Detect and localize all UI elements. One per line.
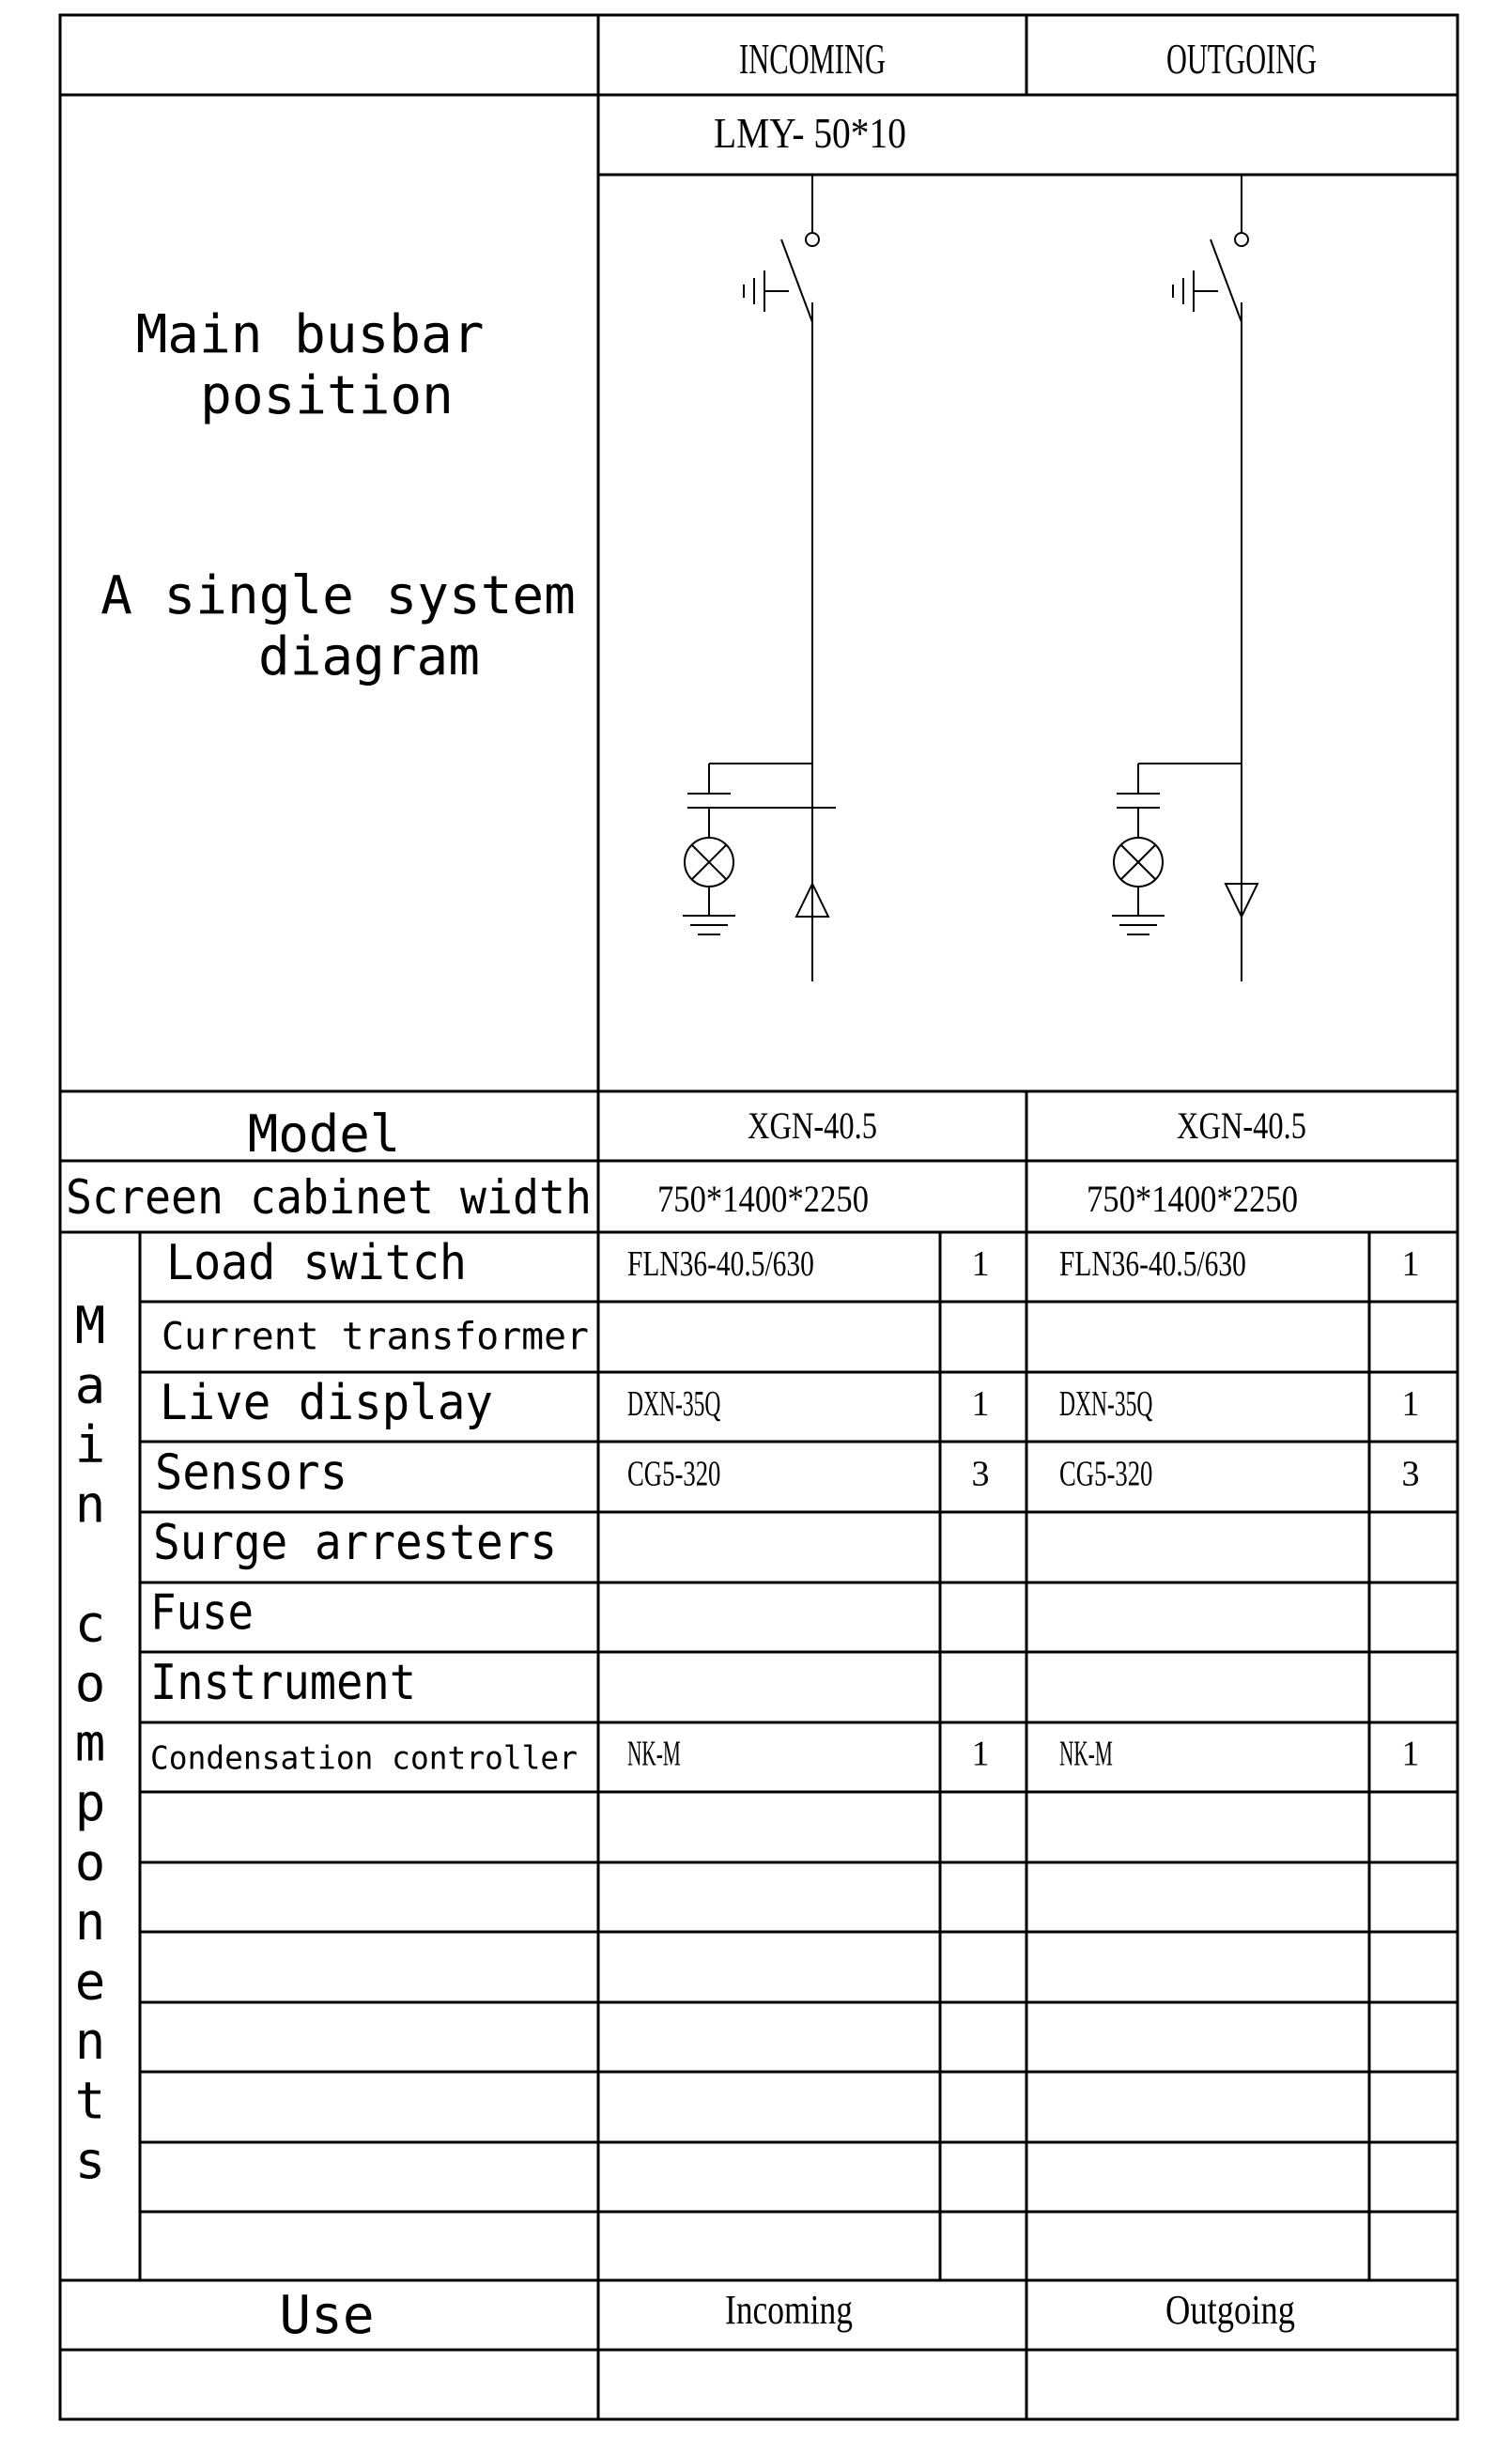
outgoing-circuit-diagram — [1112, 175, 1257, 981]
vertical-label-letter: i — [74, 1415, 106, 1474]
use-incoming: Incoming — [725, 2287, 853, 2333]
header-outgoing: OUTGOING — [1166, 35, 1317, 83]
outgoing-component-qty: 1 — [1401, 1384, 1420, 1425]
incoming-component-model: FLN36-40.5/630 — [627, 1244, 814, 1285]
incoming-circuit-diagram — [683, 175, 836, 981]
terminal-icon — [806, 233, 819, 246]
outgoing-component-model: NK-M — [1059, 1734, 1113, 1774]
cabinet-outgoing: 750*1400*2250 — [1087, 1178, 1298, 1220]
incoming-component-qty: 1 — [971, 1734, 990, 1774]
component-label: Sensors — [155, 1444, 347, 1502]
busbar-title-line2: position — [200, 365, 454, 426]
incoming-component-model: CG5-320 — [627, 1454, 721, 1494]
incoming-component-qty: 3 — [971, 1454, 990, 1494]
model-incoming: XGN-40.5 — [748, 1104, 877, 1147]
diagram-title-line1: A single system — [100, 565, 576, 626]
ground-icon — [683, 887, 735, 934]
capacitor-icon — [1117, 764, 1160, 837]
vertical-label-letter: m — [74, 1713, 106, 1773]
component-label: Condensation controller — [150, 1739, 578, 1778]
use-label: Use — [279, 2285, 375, 2346]
incoming-component-qty: 1 — [971, 1244, 990, 1285]
vertical-label-letter: c — [74, 1594, 106, 1654]
indicator-lamp-icon — [685, 838, 733, 887]
capacitor-icon — [687, 764, 836, 837]
outgoing-component-qty: 1 — [1401, 1734, 1420, 1774]
outgoing-component-model: CG5-320 — [1059, 1454, 1153, 1494]
use-outgoing: Outgoing — [1165, 2287, 1295, 2333]
vertical-label-letter: s — [74, 2131, 106, 2190]
incoming-component-model: NK-M — [627, 1734, 681, 1774]
outgoing-component-qty: 1 — [1401, 1244, 1420, 1285]
busbar-spec: LMY- 50*10 — [714, 109, 906, 157]
component-label: Live display — [160, 1375, 493, 1432]
terminal-icon — [1235, 233, 1248, 246]
busbar-title-line1: Main busbar — [135, 304, 485, 365]
vertical-label-letter: o — [74, 1654, 106, 1713]
vertical-label-letter: o — [74, 1832, 106, 1892]
vertical-label-letter: n — [74, 1892, 106, 1952]
vertical-label-letter: n — [74, 1474, 106, 1535]
incoming-component-qty: 1 — [971, 1384, 990, 1425]
diagram-title-line2: diagram — [257, 626, 481, 687]
header-incoming: INCOMING — [739, 35, 886, 83]
model-label: Model — [247, 1104, 401, 1164]
model-outgoing: XGN-40.5 — [1177, 1104, 1306, 1147]
ground-icon — [1112, 887, 1165, 934]
vertical-label-letter: n — [74, 2012, 106, 2071]
component-label: Load switch — [166, 1235, 467, 1292]
component-label: Instrument — [150, 1655, 416, 1712]
component-rows — [150, 1235, 1420, 1778]
vertical-label-letter: a — [74, 1355, 106, 1415]
component-label: Fuse — [150, 1584, 254, 1642]
outgoing-component-model: FLN36-40.5/630 — [1059, 1244, 1246, 1285]
main-components-vertical-label — [75, 1296, 106, 2190]
earthing-switch-icon — [1173, 239, 1242, 322]
earthing-switch-icon — [744, 239, 812, 322]
vertical-label-letter: M — [74, 1296, 106, 1355]
vertical-label-letter: t — [74, 2071, 106, 2131]
cabinet-incoming: 750*1400*2250 — [657, 1178, 869, 1220]
component-label: Surge arresters — [153, 1515, 557, 1572]
vertical-label-letter: p — [74, 1773, 106, 1832]
incoming-component-model: DXN-35Q — [627, 1384, 721, 1425]
cabinet-label: Screen cabinet width — [66, 1170, 592, 1225]
indicator-lamp-icon — [1114, 838, 1163, 887]
outgoing-component-model: DXN-35Q — [1059, 1384, 1153, 1425]
outgoing-component-qty: 3 — [1401, 1454, 1420, 1494]
component-label: Current transformer — [162, 1315, 589, 1359]
vertical-label-letter: e — [74, 1952, 106, 2012]
